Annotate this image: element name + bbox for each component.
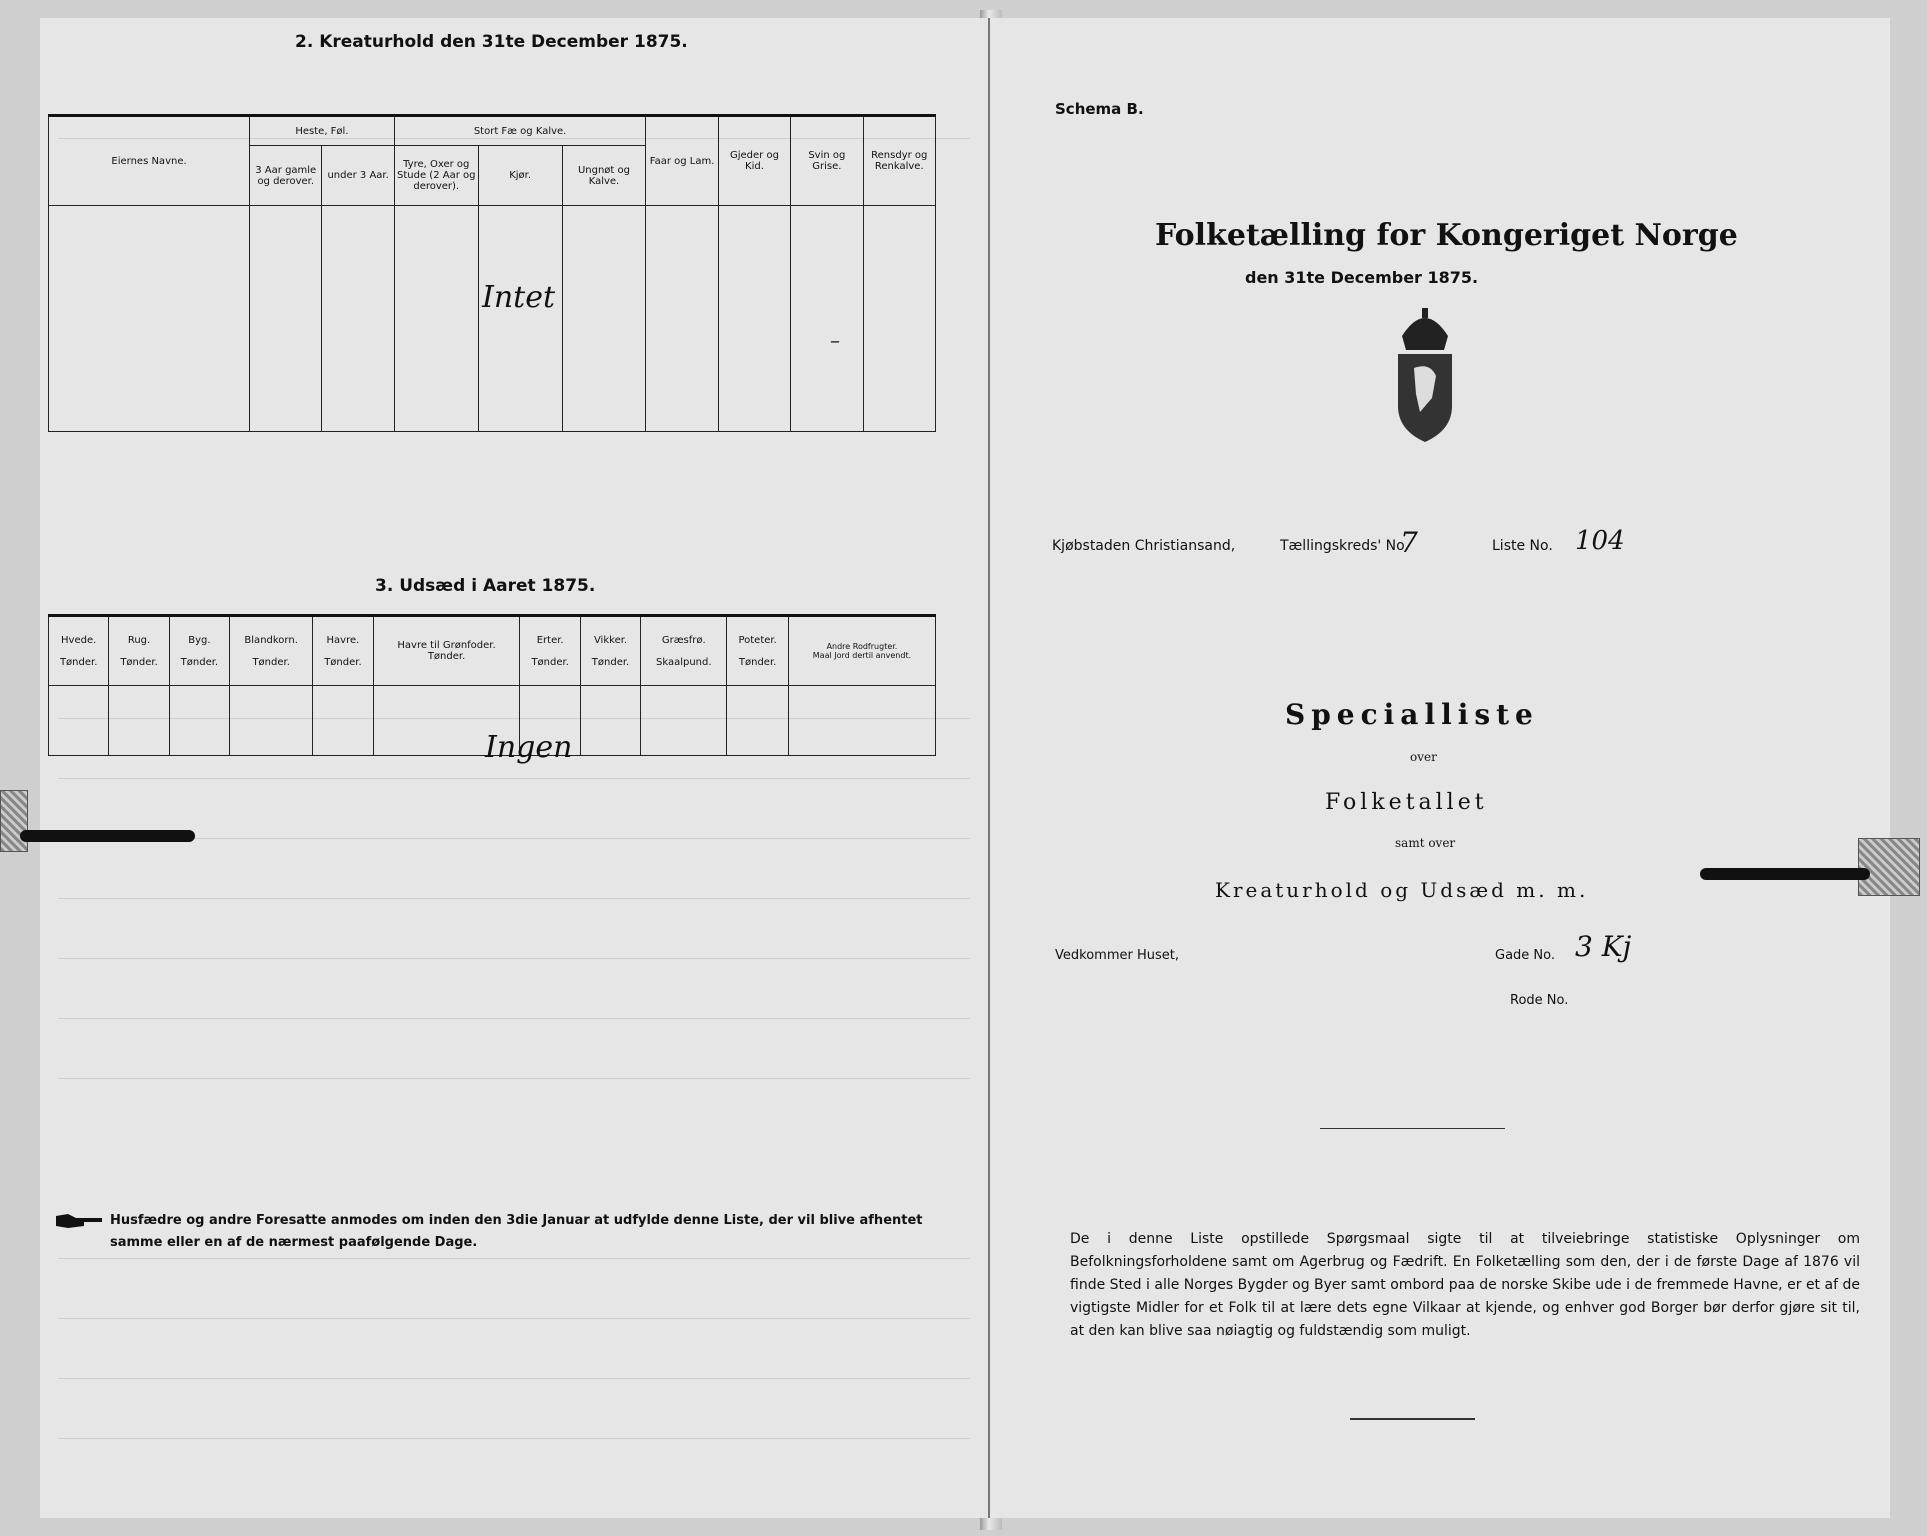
explanatory-paragraph: De i denne Liste opstillede Spørgsmaal sigte til at tilveiebringe statistiske Oplysninger om Befolkningsforholdene samt om Agerbrug og Fædrift. En Folketælling som den, der i de første Dage af 1876 vil finde Sted i alle Norges Bygder og Byer samt ombord paa de norske Skibe ude i de fremmede Havne, er et af de vigtigste Midler for et Folk til at lære dets egne Vilkaar at kjende, og enhver god Borger bør derfor gjøre sit til, at den kan blive saa nøiagtig og fuldstændig som muligt. [1070,1231,1860,1339]
reindeer-header: Rensdyr og Renkalve. [863,116,935,206]
binder-clip-base [1858,838,1920,896]
section2-title: 2. Kreaturhold den 31te December 1875. [295,32,688,52]
house-label: Vedkommer Huset, [1055,948,1179,963]
left-page [40,18,990,1518]
specialliste-heading: Specialliste [1285,698,1539,731]
gade-value: 3 Kj [1575,930,1632,963]
kreaturhold-heading: Kreaturhold og Udsæd m. m. [1215,878,1589,902]
gade-label: Gade No. [1495,948,1556,963]
notice-text: Husfædre og andre Foresatte anmodes om inden den 3die Januar at udfylde denne Liste, der vil blive afhentet samme eller en af de nærmest paafølgende Dage. [110,1213,923,1250]
divider-line [1320,1128,1505,1129]
ruled-line [58,958,970,959]
ruled-line [58,1078,970,1079]
ruled-line [58,1318,970,1319]
seed-header-erter: Erter. Tønder. [520,616,580,686]
seed-header-havre-gronfoder: Havre til Grønfoder. Tønder. [373,616,520,686]
ruled-line [58,1378,970,1379]
seed-header-rodfrugter: Andre Rodfrugter. Maal Jord dertil anvendt. [788,616,935,686]
horses-header: Heste, Føl. [250,116,395,146]
ruled-line [58,1018,970,1019]
owner-header: Eiernes Navne. [49,116,250,206]
town-label: Kjøbstaden Christiansand, [1052,538,1236,554]
seed-header-hvede: Hvede. Tønder. [49,616,109,686]
rode-label: Rode No. [1510,993,1569,1008]
binder-clip-base [0,790,28,852]
pointing-hand-icon [54,1210,104,1232]
seed-header-blandkorn: Blandkorn. Tønder. [230,616,313,686]
ruled-line [58,1438,970,1439]
ruled-line [58,778,970,779]
binder-clip [20,830,195,842]
livestock-table [48,114,936,432]
ruled-line [58,838,970,839]
seed-entry: Ingen [485,730,573,765]
list-label: Liste No. [1492,538,1553,554]
list-value: 104 [1575,526,1625,556]
document-date: den 31te December 1875. [1245,268,1479,287]
schema-label: Schema B. [1055,100,1144,118]
folketallet-heading: Folketallet [1325,790,1488,815]
pigs-header: Svin og Grise. [791,116,863,206]
district-label: Tællingskreds' No. [1280,538,1409,554]
cows-header: Kjør. [478,146,562,206]
sheep-header: Faar og Lam. [646,116,718,206]
binder-clip [1700,868,1870,880]
seed-header-poteter: Poteter. Tønder. [727,616,789,686]
ruled-line [58,898,970,899]
cattle-header: Stort Fæ og Kalve. [394,116,646,146]
horses-old-header: 3 Aar gamle og derover. [250,146,322,206]
divider-line [1350,1418,1475,1420]
over-text: over [1410,750,1437,764]
document-title: Folketælling for Kongeriget Norge [1155,218,1738,253]
section3-title: 3. Udsæd i Aaret 1875. [375,576,596,596]
norway-coat-of-arms-icon [1380,306,1470,446]
samt-over-text: samt over [1395,836,1456,850]
seed-header-vikker: Vikker. Tønder. [580,616,640,686]
seed-header-rug: Rug. Tønder. [109,616,169,686]
goats-header: Gjeder og Kid. [718,116,790,206]
horses-young-header: under 3 Aar. [322,146,394,206]
ruled-line [58,1258,970,1259]
seed-header-graesfro: Græsfrø. Skaalpund. [641,616,727,686]
bulls-header: Tyre, Oxer og Stude (2 Aar og derover). [394,146,478,206]
right-page [990,18,1890,1518]
district-value: 7 [1400,526,1418,559]
seed-header-havre: Havre. Tønder. [313,616,373,686]
seed-header-byg: Byg. Tønder. [169,616,229,686]
young-cattle-header: Ungnøt og Kalve. [562,146,646,206]
livestock-dash: – [830,328,840,352]
livestock-entry: Intet [482,280,556,315]
